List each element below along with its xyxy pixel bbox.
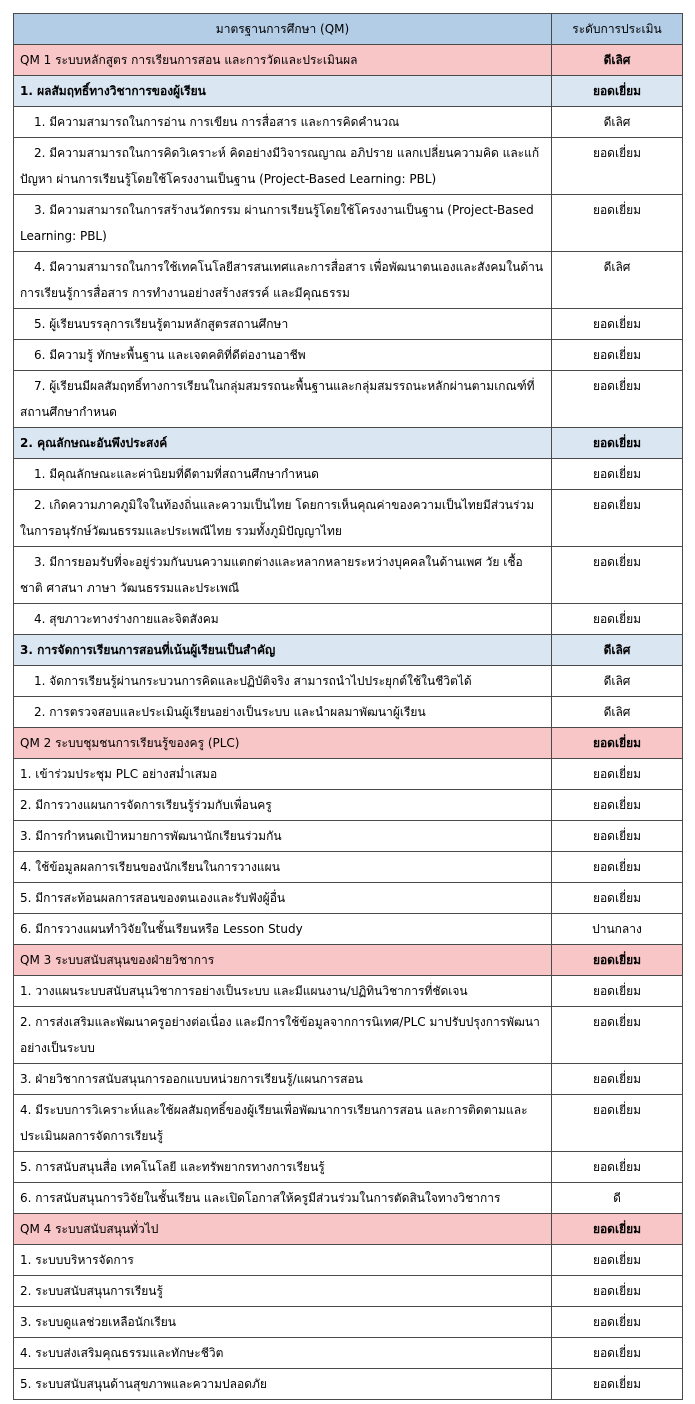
table-row [14, 107, 683, 138]
rating-value: ยอดเยี่ยม [552, 1369, 683, 1400]
standard-text: 6. มีการวางแผนทำวิจัยในชั้นเรียนหรือ Lesson Study [14, 914, 552, 945]
rating-value: ดีเลิศ [552, 697, 683, 728]
table-row [14, 547, 683, 604]
standard-text: 2. ระบบสนับสนุนการเรียนรู้ [14, 1276, 552, 1307]
table-row [14, 976, 683, 1007]
table-body [14, 45, 683, 1400]
rating-value: ยอดเยี่ยม [552, 1007, 683, 1064]
table-row [14, 697, 683, 728]
table-row [14, 852, 683, 883]
standard-text: 5. ผู้เรียนบรรลุการเรียนรู้ตามหลักสูตรสถานศึกษา [14, 309, 552, 340]
standard-text: 3. ฝ่ายวิชาการสนับสนุนการออกแบบหน่วยการเรียนรู้/แผนการสอน [14, 1064, 552, 1095]
table-row [14, 883, 683, 914]
standard-text: 4. ใช้ข้อมูลผลการเรียนของนักเรียนในการวางแผน [14, 852, 552, 883]
standard-text: 1. มีคุณลักษณะและค่านิยมที่ดีตามที่สถานศึกษากำหนด [14, 459, 552, 490]
table-row [14, 1338, 683, 1369]
qm-assessment-table [13, 13, 683, 1400]
table-row [14, 371, 683, 428]
table-row [14, 1307, 683, 1338]
standard-text: 1. เข้าร่วมประชุม PLC อย่างสม่ำเสมอ [14, 759, 552, 790]
rating-value: ดีเลิศ [552, 45, 683, 76]
rating-value: ยอดเยี่ยม [552, 428, 683, 459]
table-row [14, 1245, 683, 1276]
rating-value: ยอดเยี่ยม [552, 759, 683, 790]
rating-value: ยอดเยี่ยม [552, 604, 683, 635]
standard-text: 1. มีความสามารถในการอ่าน การเขียน การสื่อสาร และการคิดคำนวณ [14, 107, 552, 138]
standard-text: 5. มีการสะท้อนผลการสอนของตนเองและรับฟังผู้อื่น [14, 883, 552, 914]
section-heading-row [14, 635, 683, 666]
standard-text: 1. วางแผนระบบสนับสนุนวิชาการอย่างเป็นระบบ และมีแผนงาน/ปฏิทินวิชาการที่ชัดเจน [14, 976, 552, 1007]
standard-text: 6. มีความรู้ ทักษะพื้นฐาน และเจตคติที่ดีต่องานอาชีพ [14, 340, 552, 371]
table-row [14, 914, 683, 945]
rating-value: ยอดเยี่ยม [552, 340, 683, 371]
rating-value: ยอดเยี่ยม [552, 76, 683, 107]
standard-text: QM 1 ระบบหลักสูตร การเรียนการสอน และการวัดและประเมินผล [14, 45, 552, 76]
rating-value: ดีเลิศ [552, 252, 683, 309]
standard-text: 3. ระบบดูแลช่วยเหลือนักเรียน [14, 1307, 552, 1338]
table-row [14, 1064, 683, 1095]
table-row [14, 821, 683, 852]
standard-text: 3. มีการยอมรับที่จะอยู่ร่วมกันบนความแตกต่างและหลากหลายระหว่างบุคคลในด้านเพศ วัย เชื้อชาติ ศาสนา ภาษา วัฒนธรรมและประเพณี [14, 547, 552, 604]
table-row [14, 604, 683, 635]
rating-value: ยอดเยี่ยม [552, 852, 683, 883]
rating-value: ยอดเยี่ยม [552, 1338, 683, 1369]
rating-value: ยอดเยี่ยม [552, 459, 683, 490]
qm-heading-row [14, 45, 683, 76]
qm-heading-row [14, 945, 683, 976]
standard-text: 4. มีระบบการวิเคราะห์และใช้ผลสัมฤทธิ์ของผู้เรียนเพื่อพัฒนาการเรียนการสอน และการติดตามและประเมินผลการจัดการเรียนรู้ [14, 1095, 552, 1152]
rating-value: ยอดเยี่ยม [552, 195, 683, 252]
header-standard: มาตรฐานการศึกษา (QM) [14, 14, 552, 45]
standard-text: 4. ระบบส่งเสริมคุณธรรมและทักษะชีวิต [14, 1338, 552, 1369]
standard-text: 5. ระบบสนับสนุนด้านสุขภาพและความปลอดภัย [14, 1369, 552, 1400]
table-row [14, 252, 683, 309]
table-row [14, 490, 683, 547]
header-row [14, 14, 683, 45]
table-row [14, 790, 683, 821]
table-row [14, 1152, 683, 1183]
standard-text: 3. มีการกำหนดเป้าหมายการพัฒนานักเรียนร่วมกัน [14, 821, 552, 852]
rating-value: ปานกลาง [552, 914, 683, 945]
table-row [14, 459, 683, 490]
header-rating: ระดับการประเมิน [552, 14, 683, 45]
table-row [14, 1183, 683, 1214]
rating-value: ยอดเยี่ยม [552, 1245, 683, 1276]
standard-text: 2. การส่งเสริมและพัฒนาครูอย่างต่อเนื่อง และมีการใช้ข้อมูลจากการนิเทศ/PLC มาปรับปรุงการพัฒนาอย่างเป็นระบบ [14, 1007, 552, 1064]
rating-value: ดีเลิศ [552, 107, 683, 138]
standard-text: 6. การสนับสนุนการวิจัยในชั้นเรียน และเปิดโอกาสให้ครูมีส่วนร่วมในการตัดสินใจทางวิชาการ [14, 1183, 552, 1214]
rating-value: ยอดเยี่ยม [552, 976, 683, 1007]
section-heading-row [14, 76, 683, 107]
rating-value: ยอดเยี่ยม [552, 490, 683, 547]
standard-text: QM 2 ระบบชุมชนการเรียนรู้ของครู (PLC) [14, 728, 552, 759]
rating-value: ยอดเยี่ยม [552, 1307, 683, 1338]
table-row [14, 1369, 683, 1400]
rating-value: ดี [552, 1183, 683, 1214]
rating-value: ยอดเยี่ยม [552, 1214, 683, 1245]
standard-text: QM 3 ระบบสนับสนุนของฝ่ายวิชาการ [14, 945, 552, 976]
rating-value: ยอดเยี่ยม [552, 728, 683, 759]
standard-text: 3. มีความสามารถในการสร้างนวัตกรรม ผ่านการเรียนรู้โดยใช้โครงงานเป็นฐาน (Project-Based Learning: PBL) [14, 195, 552, 252]
rating-value: ยอดเยี่ยม [552, 1276, 683, 1307]
standard-text: 2. มีความสามารถในการคิดวิเคราะห์ คิดอย่างมีวิจารณญาณ อภิปราย แลกเปลี่ยนความคิด และแก้ปัญหา ผ่านการเรียนรู้โดยใช้โครงงานเป็นฐาน (Project-Based Learning: PBL) [14, 138, 552, 195]
table-row [14, 138, 683, 195]
rating-value: ดีเลิศ [552, 635, 683, 666]
standard-text: 7. ผู้เรียนมีผลสัมฤทธิ์ทางการเรียนในกลุ่มสมรรถนะพื้นฐานและกลุ่มสมรรถนะหลักผ่านตามเกณฑ์ที่สถานศึกษากำหนด [14, 371, 552, 428]
table-row [14, 1007, 683, 1064]
rating-value: ยอดเยี่ยม [552, 309, 683, 340]
section-heading-row [14, 428, 683, 459]
standard-text: 3. การจัดการเรียนการสอนที่เน้นผู้เรียนเป็นสำคัญ [14, 635, 552, 666]
standard-text: 1. ระบบบริหารจัดการ [14, 1245, 552, 1276]
rating-value: ยอดเยี่ยม [552, 547, 683, 604]
standard-text: QM 4 ระบบสนับสนุนทั่วไป [14, 1214, 552, 1245]
standard-text: 4. มีความสามารถในการใช้เทคโนโลยีสารสนเทศและการสื่อสาร เพื่อพัฒนาตนเองและสังคมในด้านการเรียนรู้การสื่อสาร การทำงานอย่างสร้างสรรค์ และมีคุณธรรม [14, 252, 552, 309]
rating-value: ยอดเยี่ยม [552, 1095, 683, 1152]
standard-text: 2. การตรวจสอบและประเมินผู้เรียนอย่างเป็นระบบ และนำผลมาพัฒนาผู้เรียน [14, 697, 552, 728]
standard-text: 2. มีการวางแผนการจัดการเรียนรู้ร่วมกับเพื่อนครู [14, 790, 552, 821]
rating-value: ยอดเยี่ยม [552, 138, 683, 195]
standard-text: 5. การสนับสนุนสื่อ เทคโนโลยี และทรัพยากรทางการเรียนรู้ [14, 1152, 552, 1183]
rating-value: ยอดเยี่ยม [552, 790, 683, 821]
standard-text: 1. จัดการเรียนรู้ผ่านกระบวนการคิดและปฏิบัติจริง สามารถนำไปประยุกต์ใช้ในชีวิตได้ [14, 666, 552, 697]
rating-value: ยอดเยี่ยม [552, 371, 683, 428]
table-row [14, 759, 683, 790]
standard-text: 4. สุขภาวะทางร่างกายและจิตสังคม [14, 604, 552, 635]
table-row [14, 1095, 683, 1152]
rating-value: ดีเลิศ [552, 666, 683, 697]
rating-value: ยอดเยี่ยม [552, 945, 683, 976]
table-row [14, 195, 683, 252]
table-row [14, 340, 683, 371]
standard-text: 2. คุณลักษณะอันพึงประสงค์ [14, 428, 552, 459]
table-row [14, 666, 683, 697]
standard-text: 1. ผลสัมฤทธิ์ทางวิชาการของผู้เรียน [14, 76, 552, 107]
qm-heading-row [14, 1214, 683, 1245]
table-row [14, 1276, 683, 1307]
qm-heading-row [14, 728, 683, 759]
standard-text: 2. เกิดความภาคภูมิใจในท้องถิ่นและความเป็นไทย โดยการเห็นคุณค่าของความเป็นไทยมีส่วนร่วมในการอนุรักษ์วัฒนธรรมและประเพณีไทย รวมทั้งภูมิปัญญาไทย [14, 490, 552, 547]
rating-value: ยอดเยี่ยม [552, 821, 683, 852]
rating-value: ยอดเยี่ยม [552, 1152, 683, 1183]
rating-value: ยอดเยี่ยม [552, 883, 683, 914]
table-row [14, 309, 683, 340]
rating-value: ยอดเยี่ยม [552, 1064, 683, 1095]
